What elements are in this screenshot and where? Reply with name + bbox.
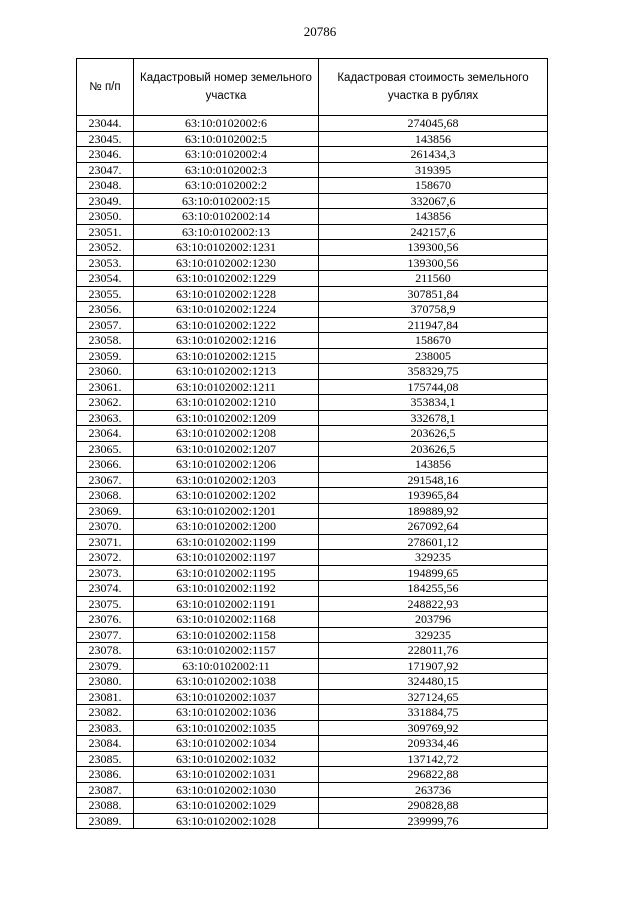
cadastral-number-cell: 63:10:0102002:1224 bbox=[134, 302, 319, 318]
table-row bbox=[77, 627, 548, 643]
row-number-cell: 23056. bbox=[77, 302, 134, 318]
row-number-cell: 23053. bbox=[77, 255, 134, 271]
cadastral-value-cell: 239999,76 bbox=[319, 813, 548, 829]
cadastral-value-cell: 327124,65 bbox=[319, 689, 548, 705]
cadastral-value-cell: 158670 bbox=[319, 333, 548, 349]
row-number-cell: 23074. bbox=[77, 581, 134, 597]
table-row bbox=[77, 162, 548, 178]
table-row bbox=[77, 798, 548, 814]
row-number-cell: 23057. bbox=[77, 317, 134, 333]
table-row bbox=[77, 457, 548, 473]
cadastral-value-cell: 309769,92 bbox=[319, 720, 548, 736]
cadastral-number-cell: 63:10:0102002:3 bbox=[134, 162, 319, 178]
table-row bbox=[77, 426, 548, 442]
cadastral-number-cell: 63:10:0102002:15 bbox=[134, 193, 319, 209]
table-header bbox=[77, 59, 548, 116]
cadastral-value-cell: 319395 bbox=[319, 162, 548, 178]
cadastral-number-cell: 63:10:0102002:1168 bbox=[134, 612, 319, 628]
table-row bbox=[77, 364, 548, 380]
table-row bbox=[77, 131, 548, 147]
table-body bbox=[77, 116, 548, 829]
cadastral-value-cell: 211947,84 bbox=[319, 317, 548, 333]
header-row bbox=[77, 59, 548, 116]
row-number-cell: 23062. bbox=[77, 395, 134, 411]
row-number-cell: 23080. bbox=[77, 674, 134, 690]
row-number-cell: 23060. bbox=[77, 364, 134, 380]
cadastral-value-cell: 274045,68 bbox=[319, 116, 548, 132]
cadastral-value-cell: 290828,88 bbox=[319, 798, 548, 814]
cadastral-number-cell: 63:10:0102002:1031 bbox=[134, 767, 319, 783]
cadastral-number-cell: 63:10:0102002:1191 bbox=[134, 596, 319, 612]
cadastral-value-cell: 329235 bbox=[319, 627, 548, 643]
table-row bbox=[77, 317, 548, 333]
table-row bbox=[77, 596, 548, 612]
row-number-cell: 23063. bbox=[77, 410, 134, 426]
cadastral-number-cell: 63:10:0102002:1231 bbox=[134, 240, 319, 256]
row-number-cell: 23089. bbox=[77, 813, 134, 829]
table-row bbox=[77, 224, 548, 240]
table-row bbox=[77, 565, 548, 581]
row-number-cell: 23071. bbox=[77, 534, 134, 550]
cadastral-number-cell: 63:10:0102002:1157 bbox=[134, 643, 319, 659]
table-row bbox=[77, 550, 548, 566]
cadastral-number-cell: 63:10:0102002:5 bbox=[134, 131, 319, 147]
cadastral-number-cell: 63:10:0102002:1201 bbox=[134, 503, 319, 519]
row-number-cell: 23055. bbox=[77, 286, 134, 302]
cadastral-value-cell: 189889,92 bbox=[319, 503, 548, 519]
table-row bbox=[77, 302, 548, 318]
cadastral-number-cell: 63:10:0102002:1211 bbox=[134, 379, 319, 395]
cadastral-number-cell: 63:10:0102002:1228 bbox=[134, 286, 319, 302]
cadastral-number-cell: 63:10:0102002:4 bbox=[134, 147, 319, 163]
table-row bbox=[77, 209, 548, 225]
cadastral-value-cell: 291548,16 bbox=[319, 472, 548, 488]
table-row bbox=[77, 379, 548, 395]
cadastral-number-cell: 63:10:0102002:1230 bbox=[134, 255, 319, 271]
row-number-cell: 23059. bbox=[77, 348, 134, 364]
table-row bbox=[77, 472, 548, 488]
cadastral-number-cell: 63:10:0102002:1192 bbox=[134, 581, 319, 597]
table-row bbox=[77, 643, 548, 659]
cadastral-number-cell: 63:10:0102002:6 bbox=[134, 116, 319, 132]
cadastral-number-cell: 63:10:0102002:1202 bbox=[134, 488, 319, 504]
row-number-cell: 23066. bbox=[77, 457, 134, 473]
table-row bbox=[77, 147, 548, 163]
cadastral-value-table bbox=[76, 58, 548, 829]
row-number-cell: 23065. bbox=[77, 441, 134, 457]
row-number-cell: 23069. bbox=[77, 503, 134, 519]
row-number-cell: 23073. bbox=[77, 565, 134, 581]
cadastral-number-cell: 63:10:0102002:1032 bbox=[134, 751, 319, 767]
cadastral-number-cell: 63:10:0102002:1213 bbox=[134, 364, 319, 380]
cadastral-value-cell: 370758,9 bbox=[319, 302, 548, 318]
row-number-cell: 23078. bbox=[77, 643, 134, 659]
row-number-cell: 23047. bbox=[77, 162, 134, 178]
cadastral-value-cell: 242157,6 bbox=[319, 224, 548, 240]
cadastral-value-cell: 332678,1 bbox=[319, 410, 548, 426]
cadastral-value-cell: 332067,6 bbox=[319, 193, 548, 209]
cadastral-value-cell: 194899,65 bbox=[319, 565, 548, 581]
cadastral-number-cell: 63:10:0102002:1203 bbox=[134, 472, 319, 488]
cadastral-number-cell: 63:10:0102002:1158 bbox=[134, 627, 319, 643]
cadastral-value-cell: 263736 bbox=[319, 782, 548, 798]
table-row bbox=[77, 348, 548, 364]
cadastral-value-cell: 143856 bbox=[319, 209, 548, 225]
cadastral-value-cell: 184255,56 bbox=[319, 581, 548, 597]
cadastral-value-cell: 353834,1 bbox=[319, 395, 548, 411]
cadastral-value-cell: 211560 bbox=[319, 271, 548, 287]
row-number-cell: 23064. bbox=[77, 426, 134, 442]
row-number-cell: 23054. bbox=[77, 271, 134, 287]
cadastral-number-cell: 63:10:0102002:1036 bbox=[134, 705, 319, 721]
table-row bbox=[77, 271, 548, 287]
cadastral-number-cell: 63:10:0102002:2 bbox=[134, 178, 319, 194]
cadastral-value-cell: 329235 bbox=[319, 550, 548, 566]
cadastral-value-cell: 137142,72 bbox=[319, 751, 548, 767]
row-number-cell: 23050. bbox=[77, 209, 134, 225]
cadastral-number-cell: 63:10:0102002:1216 bbox=[134, 333, 319, 349]
page-number: 20786 bbox=[303, 24, 337, 39]
table-row bbox=[77, 534, 548, 550]
cadastral-number-cell: 63:10:0102002:1195 bbox=[134, 565, 319, 581]
cadastral-number-cell: 63:10:0102002:1210 bbox=[134, 395, 319, 411]
row-number-cell: 23072. bbox=[77, 550, 134, 566]
cadastral-number-cell: 63:10:0102002:1209 bbox=[134, 410, 319, 426]
row-number-cell: 23082. bbox=[77, 705, 134, 721]
row-number-cell: 23083. bbox=[77, 720, 134, 736]
cadastral-value-cell: 139300,56 bbox=[319, 255, 548, 271]
cadastral-value-cell: 238005 bbox=[319, 348, 548, 364]
cadastral-value-cell: 358329,75 bbox=[319, 364, 548, 380]
row-number-cell: 23077. bbox=[77, 627, 134, 643]
cadastral-value-cell: 248822,93 bbox=[319, 596, 548, 612]
table-row bbox=[77, 286, 548, 302]
table-row bbox=[77, 689, 548, 705]
cadastral-number-cell: 63:10:0102002:1037 bbox=[134, 689, 319, 705]
row-number-cell: 23081. bbox=[77, 689, 134, 705]
cadastral-value-cell: 175744,08 bbox=[319, 379, 548, 395]
row-number-cell: 23088. bbox=[77, 798, 134, 814]
row-number-cell: 23084. bbox=[77, 736, 134, 752]
cadastral-number-cell: 63:10:0102002:1208 bbox=[134, 426, 319, 442]
cadastral-value-cell: 228011,76 bbox=[319, 643, 548, 659]
row-number-cell: 23058. bbox=[77, 333, 134, 349]
cadastral-value-cell: 296822,88 bbox=[319, 767, 548, 783]
row-number-cell: 23049. bbox=[77, 193, 134, 209]
table-row bbox=[77, 782, 548, 798]
table-row bbox=[77, 441, 548, 457]
cadastral-number-cell: 63:10:0102002:1215 bbox=[134, 348, 319, 364]
row-number-cell: 23046. bbox=[77, 147, 134, 163]
row-number-cell: 23061. bbox=[77, 379, 134, 395]
header-cadastral-number: Кадастровый номер земельного участка bbox=[134, 59, 319, 116]
row-number-cell: 23076. bbox=[77, 612, 134, 628]
cadastral-number-cell: 63:10:0102002:1197 bbox=[134, 550, 319, 566]
row-number-cell: 23087. bbox=[77, 782, 134, 798]
cadastral-value-cell: 261434,3 bbox=[319, 147, 548, 163]
row-number-cell: 23079. bbox=[77, 658, 134, 674]
table-row bbox=[77, 658, 548, 674]
row-number-cell: 23070. bbox=[77, 519, 134, 535]
cadastral-number-cell: 63:10:0102002:1038 bbox=[134, 674, 319, 690]
cadastral-number-cell: 63:10:0102002:13 bbox=[134, 224, 319, 240]
cadastral-number-cell: 63:10:0102002:1222 bbox=[134, 317, 319, 333]
cadastral-value-cell: 324480,15 bbox=[319, 674, 548, 690]
cadastral-number-cell: 63:10:0102002:1200 bbox=[134, 519, 319, 535]
cadastral-number-cell: 63:10:0102002:1030 bbox=[134, 782, 319, 798]
table-row bbox=[77, 705, 548, 721]
table-row bbox=[77, 395, 548, 411]
cadastral-value-cell: 139300,56 bbox=[319, 240, 548, 256]
cadastral-value-cell: 158670 bbox=[319, 178, 548, 194]
cadastral-value-cell: 143856 bbox=[319, 131, 548, 147]
row-number-cell: 23075. bbox=[77, 596, 134, 612]
row-number-cell: 23052. bbox=[77, 240, 134, 256]
cadastral-number-cell: 63:10:0102002:1199 bbox=[134, 534, 319, 550]
table-row bbox=[77, 720, 548, 736]
cadastral-value-cell: 267092,64 bbox=[319, 519, 548, 535]
cadastral-number-cell: 63:10:0102002:1229 bbox=[134, 271, 319, 287]
cadastral-number-cell: 63:10:0102002:1206 bbox=[134, 457, 319, 473]
cadastral-value-cell: 203796 bbox=[319, 612, 548, 628]
cadastral-value-cell: 203626,5 bbox=[319, 441, 548, 457]
table-row bbox=[77, 813, 548, 829]
cadastral-number-cell: 63:10:0102002:1028 bbox=[134, 813, 319, 829]
header-cadastral-value: Кадастровая стоимость земельного участка в рублях bbox=[319, 59, 548, 116]
table-row bbox=[77, 178, 548, 194]
table-row bbox=[77, 488, 548, 504]
cadastral-number-cell: 63:10:0102002:1029 bbox=[134, 798, 319, 814]
table-row bbox=[77, 193, 548, 209]
row-number-cell: 23067. bbox=[77, 472, 134, 488]
table-row bbox=[77, 736, 548, 752]
cadastral-number-cell: 63:10:0102002:14 bbox=[134, 209, 319, 225]
table-row bbox=[77, 581, 548, 597]
cadastral-value-cell: 203626,5 bbox=[319, 426, 548, 442]
row-number-cell: 23085. bbox=[77, 751, 134, 767]
header-row-number: № п/п bbox=[77, 59, 134, 116]
row-number-cell: 23044. bbox=[77, 116, 134, 132]
table-row bbox=[77, 674, 548, 690]
row-number-cell: 23068. bbox=[77, 488, 134, 504]
table-row bbox=[77, 751, 548, 767]
cadastral-value-cell: 193965,84 bbox=[319, 488, 548, 504]
table-row bbox=[77, 333, 548, 349]
table-row bbox=[77, 612, 548, 628]
cadastral-value-cell: 209334,46 bbox=[319, 736, 548, 752]
cadastral-value-cell: 171907,92 bbox=[319, 658, 548, 674]
cadastral-number-cell: 63:10:0102002:1034 bbox=[134, 736, 319, 752]
table-row bbox=[77, 519, 548, 535]
table-row bbox=[77, 503, 548, 519]
table-row bbox=[77, 255, 548, 271]
cadastral-value-cell: 331884,75 bbox=[319, 705, 548, 721]
cadastral-number-cell: 63:10:0102002:1207 bbox=[134, 441, 319, 457]
cadastral-number-cell: 63:10:0102002:11 bbox=[134, 658, 319, 674]
cadastral-value-cell: 143856 bbox=[319, 457, 548, 473]
table-row bbox=[77, 767, 548, 783]
table-row bbox=[77, 410, 548, 426]
cadastral-value-cell: 307851,84 bbox=[319, 286, 548, 302]
cadastral-number-cell: 63:10:0102002:1035 bbox=[134, 720, 319, 736]
row-number-cell: 23045. bbox=[77, 131, 134, 147]
table-row bbox=[77, 116, 548, 132]
cadastral-value-cell: 278601,12 bbox=[319, 534, 548, 550]
row-number-cell: 23086. bbox=[77, 767, 134, 783]
row-number-cell: 23048. bbox=[77, 178, 134, 194]
row-number-cell: 23051. bbox=[77, 224, 134, 240]
table-row bbox=[77, 240, 548, 256]
